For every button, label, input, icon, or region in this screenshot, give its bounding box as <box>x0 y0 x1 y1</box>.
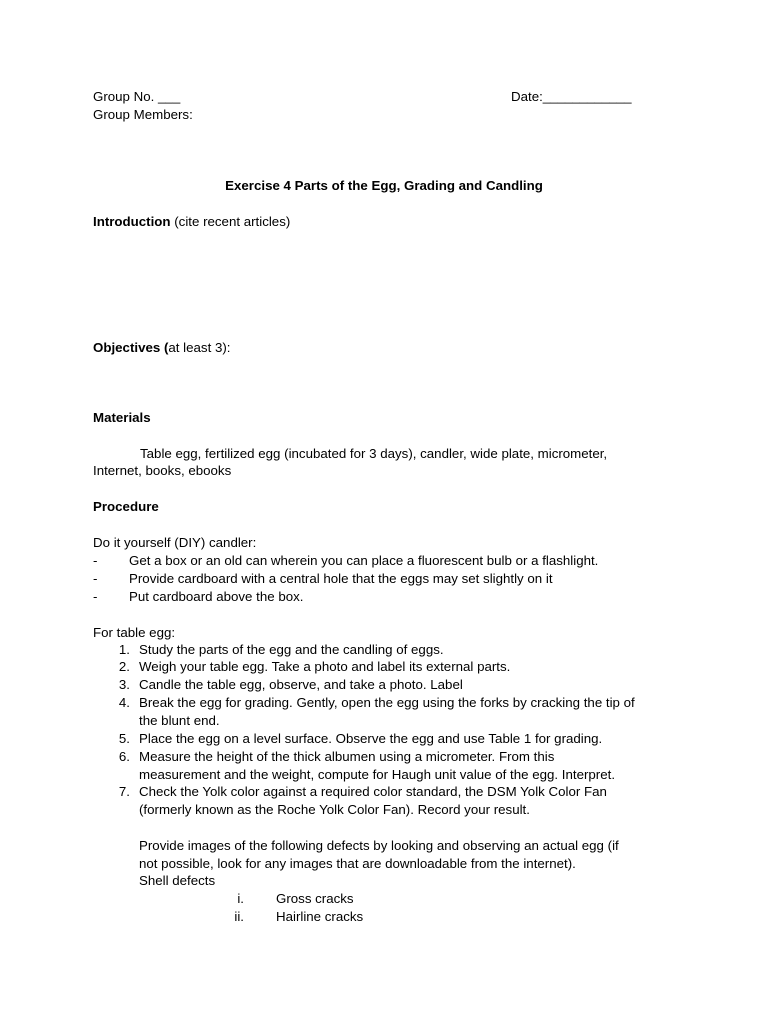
step-number: 1. <box>118 642 130 657</box>
step-number: 6. <box>118 749 130 764</box>
introduction-heading: Introduction <box>93 214 171 229</box>
table-egg-heading: For table egg: <box>93 625 176 640</box>
defects-intro-line-2: not possible, look for any images that are downloadable from the internet). <box>139 856 576 871</box>
step-text: Place the egg on a level surface. Observe the egg and use Table 1 for grading. <box>139 731 603 746</box>
procedure-heading: Procedure <box>93 499 159 514</box>
page-title: Exercise 4 Parts of the Egg, Grading and Candling <box>225 178 543 193</box>
defect-number: i. <box>237 891 244 906</box>
defect-number: ii. <box>234 909 244 924</box>
step-text: measurement and the weight, compute for Haugh unit value of the egg. Interpret. <box>139 767 616 782</box>
defect-text: Gross cracks <box>276 891 354 906</box>
list-item-text: Provide cardboard with a central hole that the eggs may set slightly on it <box>129 571 553 586</box>
defect-text: Hairline cracks <box>276 909 364 924</box>
step-text: (formerly known as the Roche Yolk Color Fan). Record your result. <box>139 802 530 817</box>
group-no: Group No. ___ <box>93 89 181 104</box>
step-text: Weigh your table egg. Take a photo and label its external parts. <box>139 659 511 674</box>
objectives-heading: Objectives ( <box>93 340 169 355</box>
list-marker: - <box>93 571 98 586</box>
objectives-note: at least 3): <box>168 340 231 355</box>
materials-heading: Materials <box>93 410 151 425</box>
list-marker: - <box>93 589 98 604</box>
step-text: Study the parts of the egg and the candling of eggs. <box>139 642 444 657</box>
list-marker: - <box>93 553 98 568</box>
group-members: Group Members: <box>93 107 193 122</box>
objectives-section <box>93 339 230 357</box>
list-item-text: Get a box or an old can wherein you can place a fluorescent bulb or a flashlight. <box>129 553 599 568</box>
step-number: 2. <box>118 659 130 674</box>
materials-line-2: Internet, books, ebooks <box>93 463 232 478</box>
step-text: Check the Yolk color against a required color standard, the DSM Yolk Color Fan <box>139 784 607 799</box>
defects-intro-line-1: Provide images of the following defects by looking and observing an actual egg (if <box>139 838 619 853</box>
step-text: Candle the table egg, observe, and take a photo. Label <box>139 677 463 692</box>
date-field: Date:____________ <box>511 89 632 104</box>
step-text: Measure the height of the thick albumen using a micrometer. From this <box>139 749 555 764</box>
step-number: 4. <box>118 695 130 710</box>
introduction-section <box>93 213 290 231</box>
diy-heading: Do it yourself (DIY) candler: <box>93 535 257 550</box>
step-number: 5. <box>118 731 130 746</box>
introduction-note: (cite recent articles) <box>170 214 291 229</box>
materials-line-1: Table egg, fertilized egg (incubated for 3 days), candler, wide plate, micrometer, <box>140 446 608 461</box>
list-item-text: Put cardboard above the box. <box>129 589 304 604</box>
step-text: Break the egg for grading. Gently, open the egg using the forks by cracking the tip of <box>139 695 635 710</box>
step-number: 3. <box>118 677 130 692</box>
step-number: 7. <box>118 784 130 799</box>
step-text: the blunt end. <box>139 713 220 728</box>
shell-defects-heading: Shell defects <box>139 873 216 888</box>
